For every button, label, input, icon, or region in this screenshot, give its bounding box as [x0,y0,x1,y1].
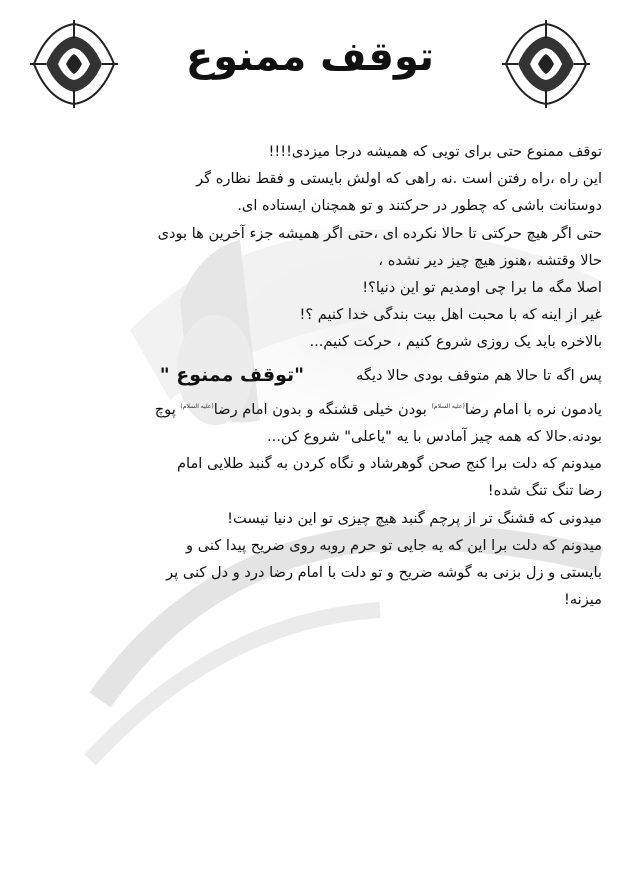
text-line: بودنه.حالا که همه چیز آمادس با یه "یاعلی" شروع کن... [266,427,602,445]
text-line: میزنه! [563,591,602,609]
article-body [18,138,602,613]
text-line: اصلا مگه ما برا چی اومدیم تو این دنیا؟! [362,279,602,297]
text-line: غیر از اینه که با محبت اهل بیت بندگی خدا کنیم ؟! [299,306,602,324]
text-line: حالا وقتشه ،هنوز هیچ چیز دیر نشده ، [378,251,602,269]
headline-row [18,362,602,389]
page-title: توقف ممنوع [185,34,435,80]
text-line: میدونم که دلت برا کنج صحن گوهرشاد و نگاه کردن به گنبد طلایی امام [176,455,602,473]
right-ornament-icon [500,18,592,110]
text-line: حتی اگر هیچ حرکتی تا حالا نکرده ای ،حتی اگر همیشه جزء آخرین ها بودی [157,224,602,242]
header-banner [28,18,592,110]
text-line: توقف ممنوع حتی برای تویی که همیشه درجا میزدی!!!! [268,143,602,160]
text-line: دوستانت باشی که چطور در حرکتند و تو همچنان ایستاده ای. [237,197,602,215]
left-ornament-icon [28,18,120,110]
headline-quote: "توقف ممنوع " [159,363,305,386]
text-fragment: بودن خیلی قشنگه و بدون امام رضا [213,400,432,418]
text-line: میدونم که دلت برا این که یه جایی تو حرم روبه روی ضریح پیدا کنی و [186,536,602,554]
text-line: رضا تنگ تنگ شده! [487,482,602,500]
text-line: میدونی که قشنگ تر از پرچم گنبد هیچ چیزی تو این دنیا نیست! [227,509,602,527]
honorific-mark: (علیه السلام) [180,402,214,410]
headline-lead: پس اگه تا حالا هم متوقف بودی حالا دیگه [356,366,602,384]
text-line: بایستی و زل بزنی به گوشه ضریح و تو دلت با امام رضا درد و دل کنی پر [166,563,602,581]
text-fragment: یادمون نره با امام رضا [464,400,602,418]
text-fragment: پوچ [154,400,181,418]
honorific-mark: (علیه السلام) [431,402,465,410]
text-line: این راه ،راه رفتن است .نه راهی که اولش بایستی و فقط نظاره گر [196,170,602,188]
text-line [18,393,602,423]
text-line: بالاخره باید یک روزی شروع کنیم ، حرکت کنیم... [309,333,602,351]
